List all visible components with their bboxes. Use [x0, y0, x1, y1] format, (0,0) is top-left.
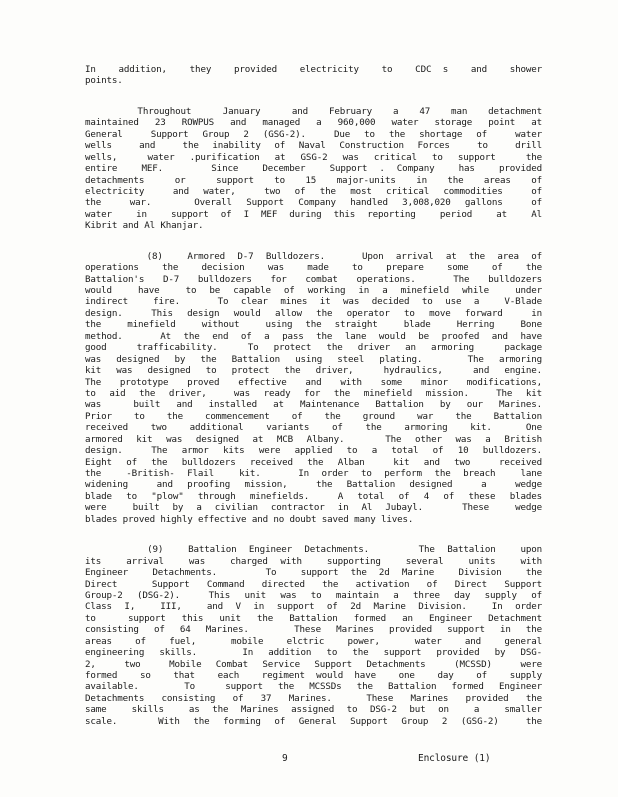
paragraph [85, 64, 542, 87]
text-line: was built and installed at Maintenance Battalion by our Marines. [85, 399, 542, 411]
text-line: The prototype proved effective and with some minor modifications, [85, 376, 542, 388]
text-line: consisting of 64 Marines. These Marines provided support in the [85, 624, 542, 636]
text-line: to support this unit the Battalion formed an Engineer Detachment [85, 612, 542, 624]
text-line: 2, two Mobile Combat Service Support Detachments (MCSSD) were [85, 658, 542, 670]
text-line: good trafficability. To protect the driver an armoring package [85, 342, 542, 354]
text-line: Direct Support Command directed the activation of Direct Support [85, 578, 542, 590]
text-line: Battalion's D-7 bulldozers for combat operations. The bulldozers [85, 273, 542, 285]
text-line: maintained 23 ROWPUS and managed a 960,000 water storage point at [85, 117, 542, 129]
text-line: same skills as the Marines assigned to DSG-2 but on a smaller [85, 704, 542, 716]
page-footer [0, 753, 618, 767]
enclosure-label: Enclosure (1) [418, 753, 491, 764]
text-line: available. To support the MCSSDs the Battalion formed Engineer [85, 681, 542, 693]
text-line: received two additional variants of the armoring kit. One [85, 422, 542, 434]
text-line: Group-2 (DSG-2). This unit was to maintain a three day supply of [85, 589, 542, 601]
text-line: Prior to the commencement of the ground war the Battalion [85, 410, 542, 422]
text-line: kit was designed to protect the driver, hydraulics, and engine. [85, 365, 542, 377]
text-line: formed so that each regiment would have one day of supply [85, 670, 542, 681]
text-line: were built by a civilian contractor in Al Jubayl. These wedge [85, 502, 542, 514]
paragraph [85, 251, 542, 526]
text-line: points. [85, 75, 123, 87]
text-line: would have to be capable of working in a minefield while under [85, 285, 542, 296]
text-line: Detachments consisting of 37 Marines. These Marines provided the [85, 692, 542, 704]
text-line: (9) Battalion Engineer Detachments. The Battalion upon [85, 544, 542, 556]
text-line: design. The armor kits were applied to a total of 10 bulldozers. [85, 445, 542, 457]
text-line: armored kit was designed at MCB Albany. The other was a British [85, 433, 542, 445]
text-line: Throughout January and February a 47 man detachment [85, 105, 542, 117]
text-line: Engineer Detachments. To support the 2d Marine Division the [85, 567, 542, 579]
text-line: blades proved highly effective and no doubt saved many lives. [85, 513, 414, 525]
text-line: widening and proofing mission, the Battalion designed a wedge [85, 479, 542, 491]
text-line: its arrival was charged with supporting several units with [85, 555, 542, 567]
text-line: engineering skills. In addition to the support provided by DSG- [85, 647, 542, 659]
text-line: the minefield without using the straight blade Herring Bone [85, 319, 542, 331]
text-line: scale. With the forming of General Support Group 2 (GSG-2) the [85, 715, 542, 727]
page-number: 9 [282, 753, 288, 764]
text-line: wells and the inability of Naval Construction Forces to drill [85, 140, 542, 152]
text-line: design. This design would allow the operator to move forward in [85, 307, 542, 319]
text-line: blade to "plow" through minefields. A total of 4 of these blades [85, 490, 542, 502]
text-line: was designed by the Battalion using steel plating. The armoring [85, 353, 542, 365]
text-line: areas of fuel, mobile elctric power, water and general [85, 635, 542, 647]
text-line: water in support of I MEF during this reporting period at Al [85, 208, 542, 220]
text-line: to aid the driver, was ready for the minefield mission. The kit [85, 387, 542, 399]
text-line: (8) Armored D-7 Bulldozers. Upon arrival at the area of [85, 250, 542, 262]
text-line: the -British- Flail kit. In order to perform the breach lane [85, 468, 542, 479]
text-line: method. At the end of a pass the lane would be proofed and have [85, 330, 542, 342]
text-line: Kibrit and Al Khanjar. [85, 220, 204, 232]
text-line: detachments or support to 15 major-units in the areas of [85, 174, 542, 186]
text-line: In addition, they provided electricity to CDC s and shower [85, 64, 542, 75]
text-line: Class I, III, and V in support of 2d Marine Division. In order [85, 601, 542, 613]
paragraph [85, 544, 542, 727]
text-line: General Support Group 2 (GSG-2). Due to the shortage of water [85, 128, 542, 140]
text-line: wells, water .purification at GSG-2 was critical to support the [85, 151, 542, 163]
text-line: indirect fire. To clear mines it was decided to use a V-Blade [85, 296, 542, 308]
text-line: entire MEF. Since December Support . Company has provided [85, 163, 542, 175]
text-line: Eight of the bulldozers received the Alban kit and two received [85, 456, 542, 468]
text-line: operations the decision was made to prepare some of the [85, 262, 542, 274]
paragraph [85, 106, 542, 232]
text-line: the war. Overall Support Company handled 3,008,020 gallons of [85, 197, 542, 209]
text-line: electricity and water, two of the most critical commodities of [85, 185, 542, 197]
document-body [85, 64, 542, 746]
